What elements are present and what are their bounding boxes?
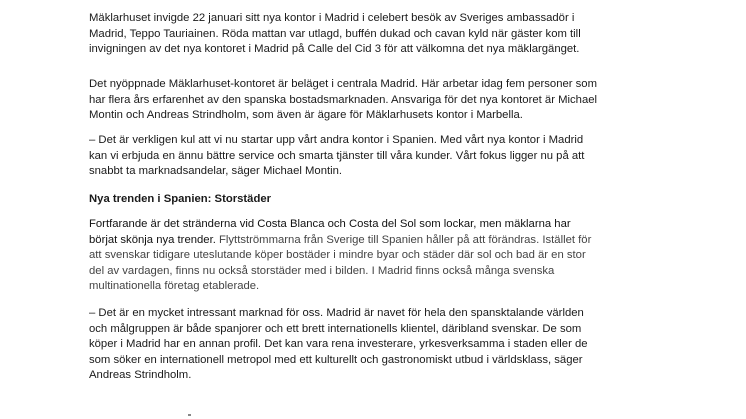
section-heading: Nya trenden i Spanien: Storstäder — [89, 193, 272, 205]
paragraph-quote-montin: – Det är verkligen kul att vi nu startar upp vårt andra kontor i Spanien. Med vårt nya kontor i Madrid kan vi erbjuda en ännu bättre service och smarta tjänster till våra kunder. Vårt fokus ligger nu på att snabbt ta marknadsandelar, säger Michael Montin. — [89, 134, 585, 178]
paragraph-trends-rest: Flyttströmmarna från Sverige till Spanien håller på att förändras. Istället för att svenskar tidigare uteslutande köper bostäder i mindre byar och städer där sol och bad är en stor del av vardagen, finns nu också storstäder med i bilden. I Madrid finns också många svenska multinationella företag etablerade. — [89, 233, 592, 293]
paragraph-trends-lead: Fortfarande är det stränderna vid Costa Blanca och Costa del Sol som lockar, men mäklarna har börjat skönja nya trender. — [89, 218, 571, 246]
page-mark — [188, 414, 191, 416]
paragraph-quote-strindholm: – Det är en mycket intressant marknad för oss. Madrid är navet för hela den spansktalande världen och målgruppen är både spanjorer och ett brett internationells klientel, däribland svenskar. De som köper i Madrid har en annan profil. Det kan vara rena investerare, yrkesverksamma i staden eller de som söker en internationell metropol med ett kulturellt och gastronomiskt utbud i världsklass, säger Andreas Strindholm. — [89, 307, 588, 382]
paragraph-office-location: Det nyöppnade Mäklarhuset-kontoret är beläget i centrala Madrid. Här arbetar idag fem personer som har flera års erfarenhet av den spanska bostadsmarknaden. Ansvariga för det nya kontoret är Michael Montin och Andreas Strindholm, som även är ägare för Mäklarhusets kontor i Marbella. — [89, 78, 598, 122]
paragraph-trends — [89, 217, 591, 295]
paragraph-intro: Mäklarhuset invigde 22 januari sitt nya kontor i Madrid i celebert besök av Sveriges ambassadör i Madrid, Teppo Tauriainen. Röda mattan var utlagd, buffén dukad och cavan kyld när gäster kom till invigningen av det nya kontoret i Madrid på Calle del Cid 3 för att välkomna det nya mäklargänget. — [89, 12, 581, 56]
